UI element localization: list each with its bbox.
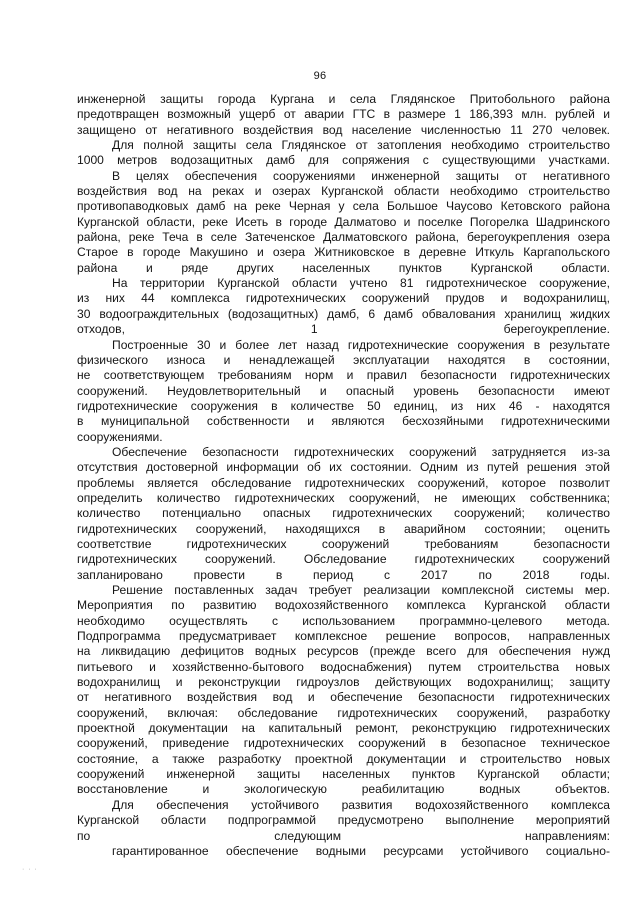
text-line: Для обеспечения устойчивого развития водохозяйственного комплекса <box>112 797 610 812</box>
text-line: Обеспечение безопасности гидротехнических сооружений затрудняется из-за <box>112 444 610 459</box>
page-number: 96 <box>313 70 327 82</box>
text-line: Построенные 30 и более лет назад гидротехнические сооружения в результате <box>112 337 610 352</box>
text-line: Мероприятия по развитию водохозяйственного комплекса Курганской области <box>77 598 610 613</box>
text-line: 1000 метров водозащитных дамб для сопряжения с существующими участками. <box>77 153 610 168</box>
text-line: сооружений, включая: обследование гидротехнических сооружений, разработку <box>77 705 610 720</box>
text-line: гарантированное обеспечение водными ресурсами устойчивого социально- <box>112 843 610 858</box>
text-line: сооружений. Неудовлетворительный и опасный уровень безопасности имеют <box>77 383 610 398</box>
text-line: инженерной защиты города Кургана и села Глядянское Притобольного района <box>77 92 610 106</box>
scan-artifact-mark: · · · <box>22 866 38 873</box>
text-line: сооружений, приведение гидротехнических сооружений в безопасное техническое <box>77 736 610 751</box>
text-line: Решение поставленных задач требует реализации комплексной системы мер. <box>112 583 610 597</box>
text-line: питьевого и хозяйственно-бытового водоснабжения) путем строительства новых <box>77 659 610 674</box>
text-line: отсутствия достоверной информации об их состоянии. Одним из путей решения этой <box>77 460 610 475</box>
text-line: Курганской области подпрограммой предусмотрено выполнение мероприятий <box>77 813 610 828</box>
text-line: гидротехнические сооружения в количестве 50 единиц, из них 46 - находятся <box>77 398 610 413</box>
text-line: проблемы является обследование гидротехнических сооружений, которое позволит <box>77 475 610 490</box>
body-text <box>77 92 610 859</box>
text-line: в муниципальной собственности и являются бесхозяйными гидротехническими <box>77 414 610 429</box>
text-line: На территории Курганской области учтено 81 гидротехническое сооружение, <box>112 276 610 291</box>
text-line: сооружений инженерной защиты населенных пунктов Курганской области; <box>77 767 610 782</box>
text-line: предотвращен возможный ущерб от аварии ГТС в размере 1 186,393 млн. рублей и <box>77 107 610 122</box>
text-line: проектной документации на капитальный ремонт, реконструкцию гидротехнических <box>77 721 610 736</box>
text-line: Старое в городе Макушино и озера Житниковское в деревне Иткуль Каргапольского <box>77 245 610 260</box>
text-line: защищено от негативного воздействия вод население численностью 11 270 человек. <box>77 122 610 137</box>
text-line: восстановление и экологическую реабилитацию водных объектов. <box>77 782 610 797</box>
text-line: противопаводковых дамб на реке Черная у села Большое Чаусово Кетовского района <box>77 199 610 214</box>
text-line: водохранилищ и реконструкции гидроузлов действующих водохранилищ; защиту <box>77 675 610 690</box>
text-line: отходов, 1 берегоукрепление. <box>77 322 610 337</box>
text-line: гидротехнических сооружений. Обследование гидротехнических сооружений <box>77 552 610 567</box>
text-line: района и ряде других населенных пунктов Курганской области. <box>77 260 610 275</box>
text-line: определить количество гидротехнических сооружений, не имеющих собственника; <box>77 490 610 505</box>
text-line: Для полной защиты села Глядянское от затопления необходимо строительство <box>112 138 610 153</box>
text-line: не соответствующем требованиям норм и правил безопасности гидротехнических <box>77 368 610 383</box>
text-line: по следующим направлениям: <box>77 828 610 843</box>
text-line: соответствие гидротехнических сооружений требованиям безопасности <box>77 536 610 551</box>
text-line: В целях обеспечения сооружениями инженерной защиты от негативного <box>112 168 610 183</box>
text-line: Подпрограмма предусматривает комплексное решение вопросов, направленных <box>77 629 610 644</box>
text-line: 30 водоограждительных (водозащитных) дамб, 6 дамб обвалования хранилищ жидких <box>77 306 610 321</box>
text-line: от негативного воздействия вод и обеспечение безопасности гидротехнических <box>77 690 610 705</box>
text-line: необходимо осуществлять с использованием программно-целевого метода. <box>77 613 610 628</box>
text-line: на ликвидацию дефицитов водных ресурсов (прежде всего для обеспечения нужд <box>77 644 610 659</box>
text-line: запланировано провести в период с 2017 по 2018 годы. <box>77 567 610 582</box>
text-line: сооружениями. <box>77 429 163 444</box>
text-line: воздействия вод на реках и озерах Курганской области необходимо строительство <box>77 184 610 199</box>
text-line: гидротехнических сооружений, находящихся в аварийном состоянии; оценить <box>77 521 610 536</box>
text-line: количество потенциально опасных гидротехнических сооружений; количество <box>77 506 610 521</box>
text-line: физического износа и ненадлежащей эксплуатации находятся в состоянии, <box>77 352 610 367</box>
text-line: из них 44 комплекса гидротехнических сооружений прудов и водохранилищ, <box>77 291 610 306</box>
text-line: Курганской области, реке Исеть в городе Далматово и поселке Погорелка Шадринского <box>77 214 610 229</box>
text-line: района, реке Теча в селе Затеченское Далматовского района, берегоукрепления озера <box>77 230 610 245</box>
text-line: состояние, а также разработку проектной документации и строительство новых <box>77 751 610 766</box>
